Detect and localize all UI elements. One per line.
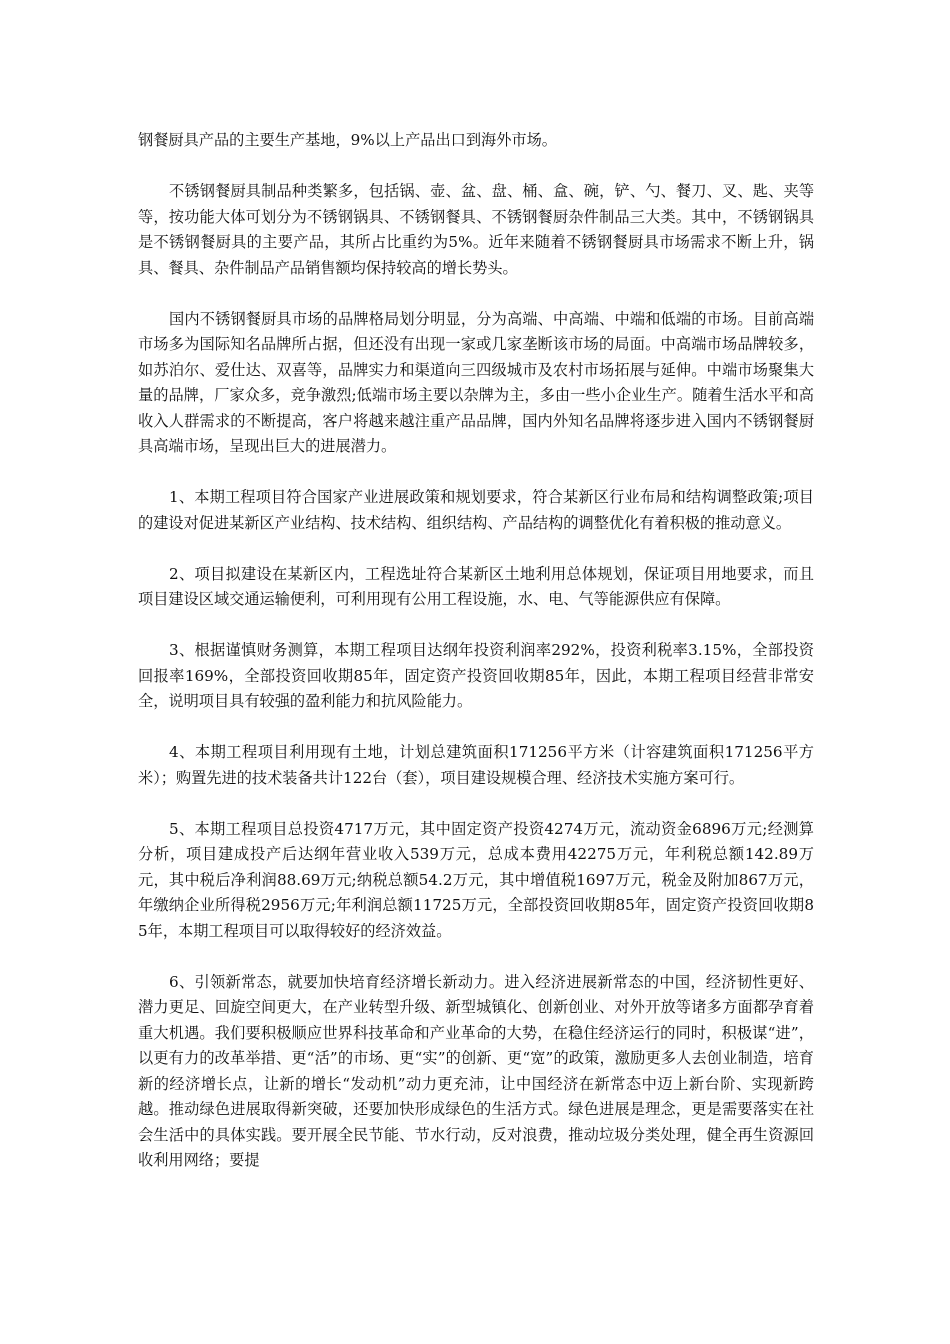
paragraph-point-4: 4、本期工程项目利用现有土地，计划总建筑面积171256平方米（计容建筑面积171256平方米）；购置先进的技术装备共计122台（套），项目建设规模合理、经济技术实施方案可行。 xyxy=(138,743,814,787)
paragraph-brand-market: 国内不锈钢餐厨具市场的品牌格局划分明显，分为高端、中高端、中端和低端的市场。目前高端市场多为国际知名品牌所占据，但还没有出现一家或几家垄断该市场的局面。中高端市场品牌较多，如苏泊尔、爱仕达、双喜等，品牌实力和渠道向三四级城市及农村市场拓展与延伸。中端市场聚集大量的品牌，厂家众多，竞争激烈;低端市场主要以杂牌为主，多由一些小企业生产。随着生活水平和高收入人群需求的不断提高，客户将越来越注重产品品牌，国内外知名品牌将逐步进入国内不锈钢餐厨具高端市场，呈现出巨大的进展潜力。 xyxy=(138,309,814,455)
paragraph-product-categories: 不锈钢餐厨具制品种类繁多，包括锅、壶、盆、盘、桶、盒、碗，铲、勺、餐刀、叉、匙、夹等等，按功能大体可划分为不锈钢锅具、不锈钢餐具、不锈钢餐厨杂件制品三大类。其中，不锈钢锅具是不锈钢餐厨具的主要产品，其所占比重约为5%。近年来随着不锈钢餐厨具市场需求不断上升，锅具、餐具、杂件制品产品销售额均保持较高的增长势头。 xyxy=(138,182,814,277)
paragraph-point-5: 5、本期工程项目总投资4717万元，其中固定资产投资4274万元，流动资金6896万元;经测算分析，项目建成投产后达纲年营业收入539万元，总成本费用42275万元，年利税总额142.89万元，其中税后净利润88.69万元;纳税总额54.2万元，其中增值税1697万元，税金及附加867万元，年缴纳企业所得税2956万元;年利润总额11725万元，全部投资回收期85年，固定资产投资回收期85年，本期工程项目可以取得较好的经济效益。 xyxy=(138,819,814,940)
paragraph-point-6: 6、引领新常态，就要加快培育经济增长新动力。进入经济进展新常态的中国，经济韧性更好、潜力更足、回旋空间更大，在产业转型升级、新型城镇化、创新创业、对外开放等诸多方面都孕育着重大机遇。我们要积极顺应世界科技革命和产业革命的大势，在稳住经济运行的同时，积极谋“进”，以更有力的改革举措、更“活”的市场、更“实”的创新、更“宽”的政策，激励更多人去创业制造，培育新的经济增长点，让新的增长“发动机”动力更充沛，让中国经济在新常态中迈上新台阶、实现新跨越。推动绿色进展取得新突破，还要加快形成绿色的生活方式。绿色进展是理念，更是需要落实在社会生活中的具体实践。要开展全民节能、节水行动，反对浪费，推动垃圾分类处理，健全再生资源回收利用网络；要提 xyxy=(138,972,814,1169)
paragraph-point-3: 3、根据谨慎财务测算，本期工程项目达纲年投资利润率292%，投资利税率3.15%，全部投资回报率169%，全部投资回收期85年，固定资产投资回收期85年，因此，本期工程项目经营非常安全，说明项目具有较强的盈利能力和抗风险能力。 xyxy=(138,641,814,710)
paragraph-point-1: 1、本期工程项目符合国家产业进展政策和规划要求，符合某新区行业布局和结构调整政策;项目的建设对促进某新区产业结构、技术结构、组织结构、产品结构的调整优化有着积极的推动意义。 xyxy=(138,488,814,532)
document-body xyxy=(138,128,814,1199)
paragraph-point-2: 2、项目拟建设在某新区内，工程选址符合某新区土地利用总体规划，保证项目用地要求，而且项目建设区域交通运输便利，可利用现有公用工程设施，水、电、气等能源供应有保障。 xyxy=(138,564,814,608)
paragraph-intro-continuation: 钢餐厨具产品的主要生产基地，9%以上产品出口到海外市场。 xyxy=(138,131,557,149)
